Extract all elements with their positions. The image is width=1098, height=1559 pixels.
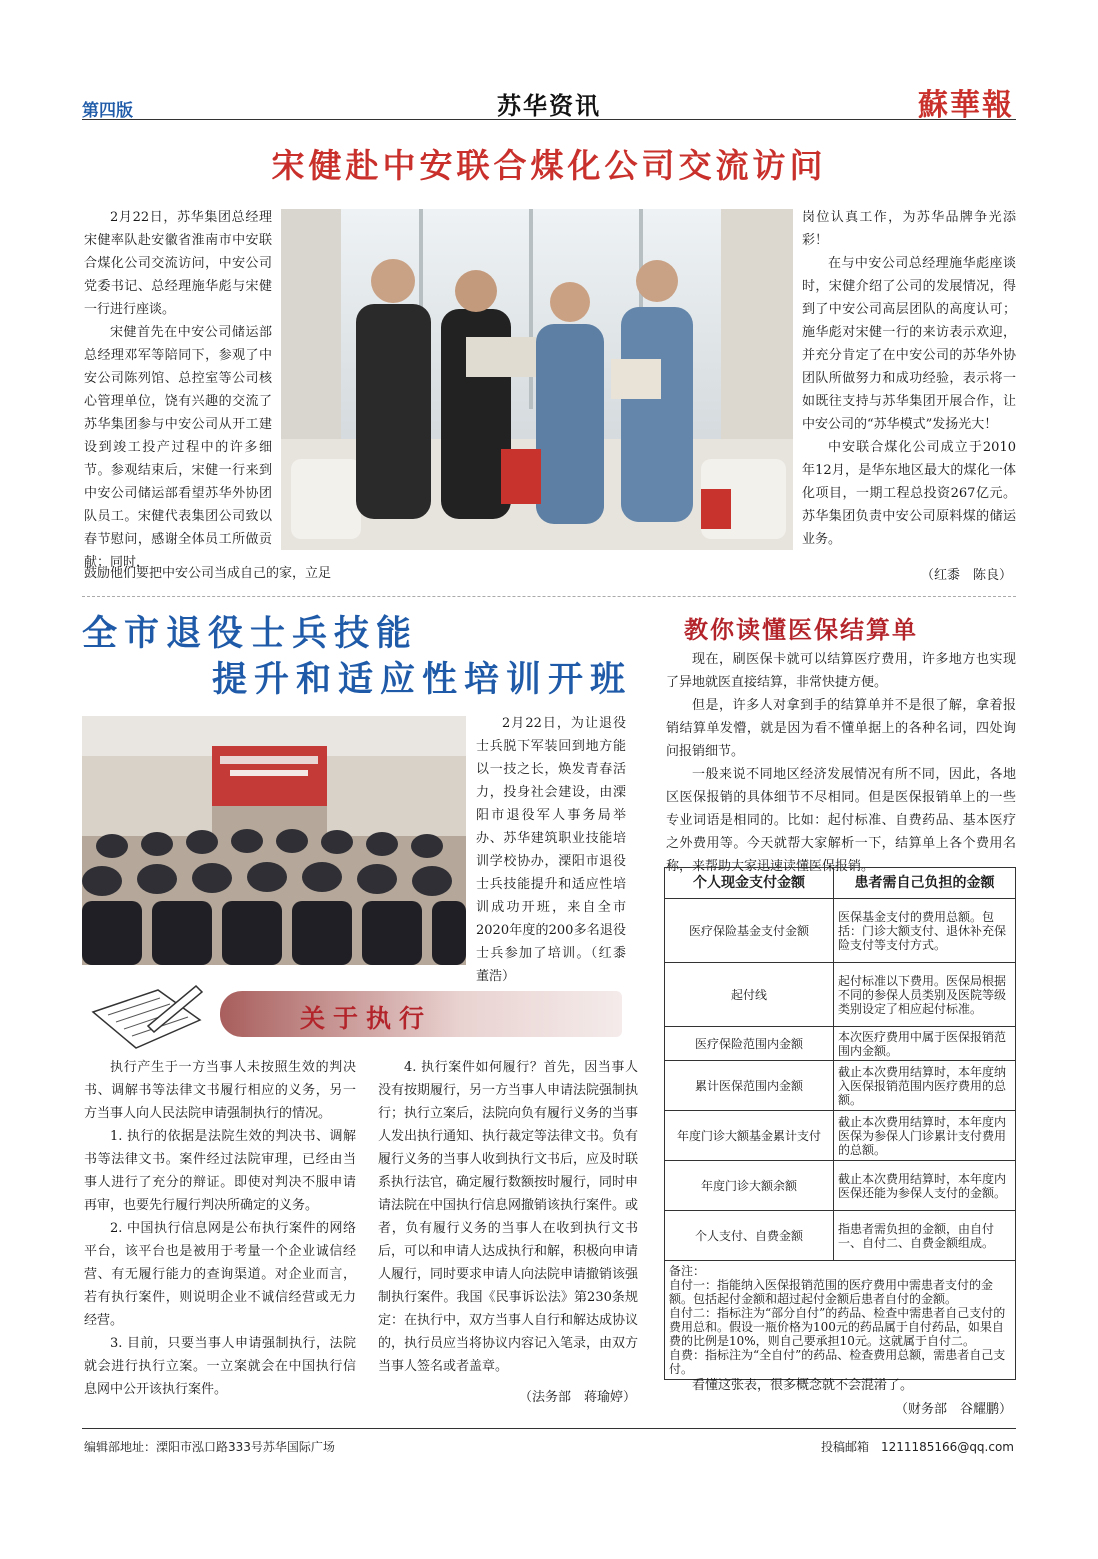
table-cell-term: 起付线 xyxy=(665,963,834,1027)
article2-body: 2月22日，为让退役士兵脱下军装回到地方能以一技之长，焕发青春活力，投身社会建设，由溧阳市退役军人事务局举办、苏华建筑职业技能培训学校协办，溧阳市退役士兵技能提升和适应性培训成功开班，来自全市2020年度的200多名退役士兵参加了培训。（红黍 董浩） xyxy=(476,716,640,984)
article3-byline: （法务部 蒋瑜婷） xyxy=(518,1390,636,1405)
article2-title-line1: 全市退役士兵技能 xyxy=(82,614,419,654)
article4-closing-text: 看懂这张表，很多概念就不会混淆了。 xyxy=(692,1378,914,1393)
article1-title: 宋健赴中安联合煤化公司交流访问 xyxy=(271,146,827,185)
table-cell-desc: 截止本次费用结算时，本年度纳入医保报销范围内医疗费用的总额。 xyxy=(834,1061,1016,1111)
article4-byline: （财务部 谷耀鹏） xyxy=(894,1402,1012,1417)
note-line: 自付一：指能纳入医保报销范围的医疗费用中需患者支付的金额。包括起付金额和超过起付金额后患者自付的金额。 xyxy=(669,1278,994,1306)
table-cell-desc: 本次医疗费用中属于医保报销范围内金额。 xyxy=(834,1027,1016,1061)
article2-photo xyxy=(82,716,466,965)
training-class-photo-illustration xyxy=(82,716,466,965)
article3-paragraph: 1. 执行的依据是法院生效的判决书、调解书等法律文书。案件经过法院审理，已经由当事人进行了充分的辩证。即使对判决不服申请再审，也要先行履行判决所确定的义务。 xyxy=(84,1129,356,1213)
table-cell-desc: 起付标准以下费用。医保局根据不同的参保人员类别及医院等级类别设定了相应起付标准。 xyxy=(834,963,1016,1027)
article3-paragraph: 执行产生于一方当事人未按照生效的判决书、调解书等法律文书履行相应的义务，另一方当事人向人民法院申请强制执行的情况。 xyxy=(84,1060,356,1121)
article4-paragraph: 现在，刷医保卡就可以结算医疗费用，许多地方也实现了异地就医直接结算，非常快捷方便。 xyxy=(666,652,1016,690)
table-cell-term: 年度门诊大额余额 xyxy=(665,1161,834,1211)
article3-paragraph: 2. 中国执行信息网是公布执行案件的网络平台，该平台也是被用于考量一个企业诚信经营、有无履行能力的查询渠道。对企业而言，若有执行案件，则说明企业不诚信经营或无力经营。 xyxy=(84,1221,356,1328)
article1-paragraph: 2月22日，苏华集团总经理宋健率队赴安徽省淮南市中安联合煤化公司交流访问，中安公司党委书记、总经理施华彪与宋健一行进行座谈。 xyxy=(84,210,272,317)
article1-left-column xyxy=(84,206,272,574)
article1-right-column xyxy=(802,206,1016,551)
footer-rule xyxy=(82,1428,1016,1429)
article1-paragraph: 岗位认真工作，为苏华品牌争光添彩！ xyxy=(802,210,1016,248)
editorial-address: 编辑部地址：溧阳市泓口路333号苏华国际广场 xyxy=(84,1440,335,1454)
table-row xyxy=(665,1111,1016,1161)
table-row xyxy=(665,1211,1016,1261)
article2-body-column xyxy=(476,712,640,988)
section-title: 苏华资讯 xyxy=(497,92,601,120)
note-line: 自付二：指标注为“部分自付”的药品、检查中需患者自己支付的费用总和。假设一瓶价格为100元的药品属于自付药品，如果自费的比例是10%，则自己要承担10元。这就属于自付二。 xyxy=(669,1306,1006,1348)
table-row xyxy=(665,1027,1016,1061)
table-row xyxy=(665,1061,1016,1111)
notepad-pen-icon xyxy=(88,982,208,1052)
table-cell-term: 医疗保险范围内金额 xyxy=(665,1027,834,1061)
article3-paragraph: 3. 目前，只要当事人申请强制执行，法院就会进行执行立案。一立案就会在中国执行信息网中公开该执行案件。 xyxy=(84,1336,356,1397)
article1-bottom-line: 鼓励他们要把中安公司当成自己的家，立足 xyxy=(84,566,332,581)
article4-closing xyxy=(666,1374,1016,1397)
article4-paragraph: 但是，许多人对拿到手的结算单并不是很了解，拿着报销结算单发懵，就是因为看不懂单据上的各种名词，四处询问报销细节。 xyxy=(666,698,1016,759)
table-row xyxy=(665,899,1016,963)
article3-title: 关于执行 xyxy=(300,1004,433,1033)
meeting-photo-illustration xyxy=(281,209,793,550)
article1-paragraph: 中安联合煤化公司成立于2010年12月，是华东地区最大的煤化一体化项目，一期工程总投资267亿元。苏华集团负责中安公司原料煤的储运业务。 xyxy=(802,440,1016,547)
table-notes xyxy=(664,1261,1016,1380)
note-line: 自费：指标注为“全自付”的药品、检查费用总额，需患者自己支付。 xyxy=(669,1348,1006,1376)
header-rule xyxy=(82,119,1016,120)
table-header-row xyxy=(665,868,1016,899)
article1-byline: （红黍 陈良） xyxy=(920,568,1012,583)
article1-photo xyxy=(281,209,793,550)
table-header-cell: 患者需自己负担的金额 xyxy=(834,868,1016,899)
table-cell-desc: 截止本次费用结算时，本年度内医保还能为参保人支付的金额。 xyxy=(834,1161,1016,1211)
table-cell-term: 医疗保险基金支付金额 xyxy=(665,899,834,963)
article4-paragraph: 一般来说不同地区经济发展情况有所不同，因此，各地区医保报销的具体细节不尽相同。但是医保报销单上的一些专业词语是相同的。比如：起付标准、自费药品、基本医疗之外费用等。今天就帮大家解析一下，结算单上各个费用名称，来帮助大家迅速读懂医保报销。 xyxy=(666,767,1016,874)
section-divider xyxy=(82,596,1016,597)
table-cell-term: 累计医保范围内金额 xyxy=(665,1061,834,1111)
table-cell-term: 年度门诊大额基金累计支付 xyxy=(665,1111,834,1161)
article1-paragraph: 宋健首先在中安公司储运部总经理邓军等陪同下，参观了中安公司陈列馆、总控室等公司核心管理单位，饶有兴趣的交流了苏华集团参与中安公司从开工建设到竣工投产过程中的许多细节。参观结束后，宋健一行来到中安公司储运部看望苏华外协团队员工。宋健代表集团公司致以春节慰问，感谢全体员工所做贡献；同时， xyxy=(84,325,272,570)
edition-label: 第四版 xyxy=(82,101,133,121)
table-cell-desc: 医保基金支付的费用总额。包括：门诊大额支付、退休补充保险支付等支付方式。 xyxy=(834,899,1016,963)
table-cell-term: 个人支付、自费金额 xyxy=(665,1211,834,1261)
note-line: 备注： xyxy=(669,1264,706,1278)
newspaper-logo: 蘇華報 xyxy=(918,88,1014,123)
article3-paragraph: 4. 执行案件如何履行？首先，因当事人没有按期履行，另一方当事人申请法院强制执行；执行立案后，法院向负有履行义务的当事人发出执行通知、执行裁定等法律文书。负有履行义务的当事人收到执行文书后，应及时联系执行法官，确定履行数额按时履行，同时申请法院在中国执行信息网撤销该执行案件。或者，负有履行义务的当事人在收到执行文书后，可以和申请人达成执行和解，积极向申请人履行，同时要求申请人向法院申请撤销该强制执行案件。我国《民事诉讼法》第230条规定：在执行中，双方当事人自行和解达成协议的，执行员应当将协议内容记入笔录，由双方当事人签名或者盖章。 xyxy=(378,1060,639,1374)
table-row xyxy=(665,963,1016,1027)
table-cell-desc: 截止本次费用结算时，本年度内医保为参保人门诊累计支付费用的总额。 xyxy=(834,1111,1016,1161)
article3-left-column xyxy=(84,1056,356,1401)
article3-right-column xyxy=(378,1056,638,1378)
article1-paragraph: 在与中安公司总经理施华彪座谈时，宋健介绍了公司的发展情况，得到了中安公司高层团队的高度认可；施华彪对宋健一行的来访表示欢迎，并充分肯定了在中安公司的苏华外协团队所做努力和成功经验，表示将一如既往支持与苏华集团开展合作，让中安公司的“苏华模式”发扬光大！ xyxy=(802,256,1016,432)
article4-intro xyxy=(666,648,1016,878)
insurance-table xyxy=(664,867,1016,1261)
submission-email: 投稿邮箱 1211185166@qq.com xyxy=(820,1440,1014,1454)
article4-title: 教你读懂医保结算单 xyxy=(684,616,918,644)
table-header-cell: 个人现金支付金额 xyxy=(665,868,834,899)
table-row xyxy=(665,1161,1016,1211)
table-cell-desc: 指患者需负担的金额，由自付一、自付二、自费金额组成。 xyxy=(834,1211,1016,1261)
article2-title-line2: 提升和适应性培训开班 xyxy=(212,660,633,700)
insurance-table-wrapper xyxy=(664,867,1016,1380)
